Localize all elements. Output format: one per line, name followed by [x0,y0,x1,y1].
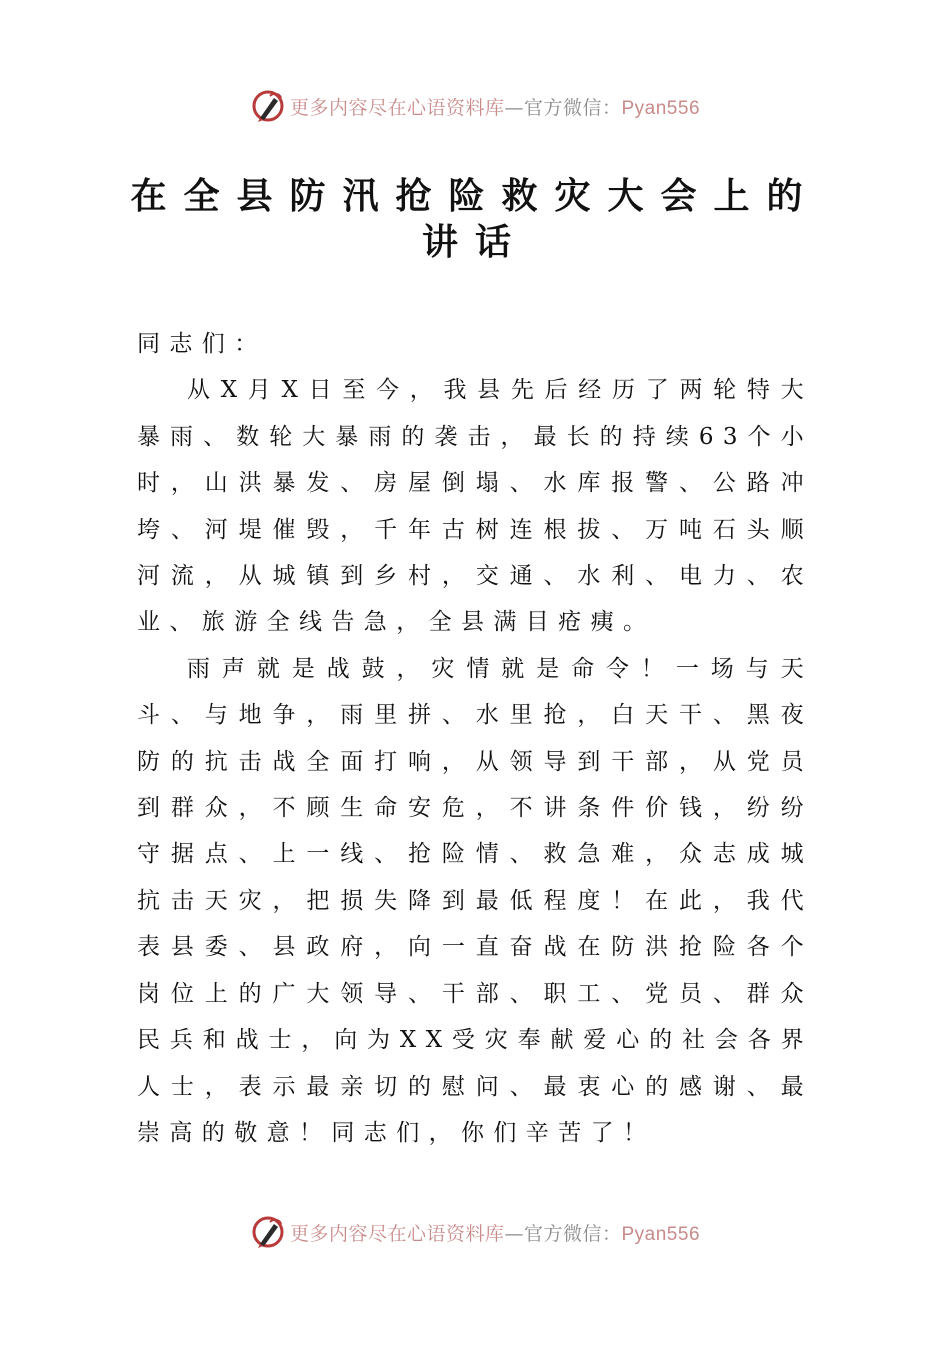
title-line-1: 在全县防汛抢险救灾大会上的 [130,176,820,217]
banner-text [290,1219,700,1246]
banner-library-text: 更多内容尽在心语资料库 [289,1222,505,1245]
banner-wechat-label: 官方微信： [523,96,622,119]
salutation: 同志们： [137,331,267,357]
document-body [137,321,813,1156]
banner-dash: — [504,96,524,119]
document-title [120,174,830,266]
paragraph-1: 从X月X日至今，我县先后经历了两轮特大暴雨、数轮大暴雨的袭击，最长的持续63个小时，山洪暴发、房屋倒塌、水库报警、公路冲垮、河堤催毁，千年古树连根拔、万吨石头顺河流，从城镇到乡村，交通、水利、电力、农业、旅游全线告急，全县满目疮痍。 [137,377,813,636]
pen-nib-logo-icon [250,1214,286,1250]
banner-dash: — [504,1222,524,1245]
banner-wechat-id: Pyan556 [621,97,701,119]
banner-wechat-id: Pyan556 [621,1223,701,1245]
header-banner [0,84,950,128]
banner-wechat-label: 官方微信： [523,1222,622,1245]
title-line-2: 讲话 [421,222,528,263]
banner-library-text: 更多内容尽在心语资料库 [289,96,505,119]
footer-banner [0,1210,950,1254]
banner-text [290,93,700,120]
paragraph-2: 雨声就是战鼓，灾情就是命令！一场与天斗、与地争，雨里拼、水里抢，白天干、黑夜防的抗击战全面打响，从领导到干部，从党员到群众，不顾生命安危，不讲条件价钱，纷纷守据点、上一线、抢险情、救急难，众志成城抗击天灾，把损失降到最低程度！在此，我代表县委、县政府，向一直奋战在防洪抢险各个岗位上的广大领导、干部、职工、党员、群众民兵和战士，向为XX受灾奉献爱心的社会各界人士，表示最亲切的慰问、最衷心的感谢、最崇高的敬意！同志们，你们辛苦了！ [137,655,813,1146]
pen-nib-logo-icon [250,88,286,124]
